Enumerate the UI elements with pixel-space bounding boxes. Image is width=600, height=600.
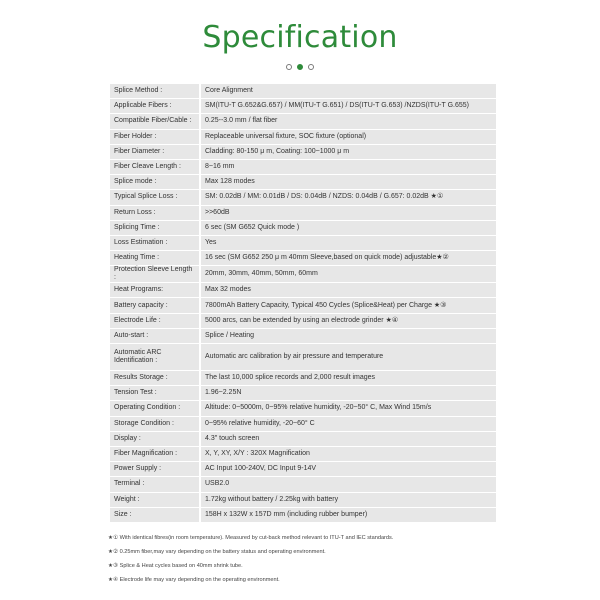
footnote: ★④ Electrode life may vary depending on the operating environment. bbox=[108, 577, 280, 583]
spec-label: Compatible Fiber/Cable : bbox=[110, 114, 201, 128]
spec-row bbox=[110, 114, 496, 128]
spec-value: USB2.0 bbox=[201, 477, 496, 491]
spec-label: Loss Estimation : bbox=[110, 236, 201, 250]
spec-row bbox=[110, 130, 496, 144]
spec-value: Automatic arc calibration by air pressure and temperature bbox=[201, 344, 496, 370]
spec-value: AC Input 100-240V, DC Input 9-14V bbox=[201, 462, 496, 476]
spec-row bbox=[110, 145, 496, 159]
spec-row bbox=[110, 298, 496, 312]
spec-value: Yes bbox=[201, 236, 496, 250]
spec-label: Tension Test : bbox=[110, 386, 201, 400]
spec-label: Typical Splice Loss : bbox=[110, 190, 201, 204]
footnote: ★① With identical fibres(in room temperature). Measured by cut-back method relevant to ITU-T and IEC standards. bbox=[108, 535, 394, 541]
spec-row bbox=[110, 386, 496, 400]
spec-row bbox=[110, 314, 496, 328]
footnote: ★③ Splice & Heat cycles based on 40mm shrink tube. bbox=[108, 563, 243, 569]
spec-row bbox=[110, 266, 496, 282]
spec-value: 1.96~2.25N bbox=[201, 386, 496, 400]
spec-value: Splice / Heating bbox=[201, 329, 496, 343]
spec-label: Terminal : bbox=[110, 477, 201, 491]
spec-row bbox=[110, 477, 496, 491]
spec-label: Power Supply : bbox=[110, 462, 201, 476]
spec-value: 8~16 mm bbox=[201, 160, 496, 174]
spec-table bbox=[110, 83, 496, 523]
spec-value: SM(ITU-T G.652&G.657) / MM(ITU-T G.651) / DS(ITU-T G.653) /NZDS(ITU-T G.655) bbox=[201, 99, 496, 113]
spec-value: Core Alignment bbox=[201, 84, 496, 98]
spec-label: Splice Method : bbox=[110, 84, 201, 98]
spec-label: Electrode Life : bbox=[110, 314, 201, 328]
spec-label: Protection Sleeve Length : bbox=[110, 266, 201, 282]
spec-row bbox=[110, 344, 496, 370]
spec-value: X, Y, XY, X/Y : 320X Magnification bbox=[201, 447, 496, 461]
spec-value: 16 sec (SM G652 250 μ m 40mm Sleeve,based on quick mode) adjustable★② bbox=[201, 251, 496, 265]
spec-row bbox=[110, 371, 496, 385]
spec-row bbox=[110, 493, 496, 507]
spec-row bbox=[110, 401, 496, 415]
spec-row bbox=[110, 462, 496, 476]
spec-label: Applicable Fibers : bbox=[110, 99, 201, 113]
spec-label: Display : bbox=[110, 432, 201, 446]
spec-value: SM: 0.02dB / MM: 0.01dB / DS: 0.04dB / NZDS: 0.04dB / G.657: 0.02dB ★① bbox=[201, 190, 496, 204]
spec-row bbox=[110, 84, 496, 98]
carousel-dot[interactable] bbox=[308, 64, 314, 70]
spec-label: Results Storage : bbox=[110, 371, 201, 385]
spec-value: 7800mAh Battery Capacity, Typical 450 Cycles (Splice&Heat) per Charge ★③ bbox=[201, 298, 496, 312]
spec-label: Operating Condition : bbox=[110, 401, 201, 415]
spec-label: Size : bbox=[110, 508, 201, 522]
spec-row bbox=[110, 175, 496, 189]
spec-row bbox=[110, 221, 496, 235]
spec-label: Splice mode : bbox=[110, 175, 201, 189]
spec-row bbox=[110, 329, 496, 343]
spec-value: Max 128 modes bbox=[201, 175, 496, 189]
carousel-indicator bbox=[0, 64, 600, 70]
spec-label: Fiber Diameter : bbox=[110, 145, 201, 159]
spec-row bbox=[110, 447, 496, 461]
spec-value: The last 10,000 splice records and 2,000 result images bbox=[201, 371, 496, 385]
spec-row bbox=[110, 206, 496, 220]
spec-value: 158H x 132W x 157D mm (including rubber bumper) bbox=[201, 508, 496, 522]
spec-value: 0.25--3.0 mm / flat fiber bbox=[201, 114, 496, 128]
spec-value: 5000 arcs, can be extended by using an electrode grinder ★④ bbox=[201, 314, 496, 328]
page-title: Specification bbox=[202, 20, 398, 55]
footnote: ★② 0.25mm fiber,may vary depending on the battery status and operating environment. bbox=[108, 549, 326, 555]
spec-value: Cladding: 80-150 μ m, Coating: 100~1000 μ m bbox=[201, 145, 496, 159]
spec-value: Replaceable universal fixture, SOC fixture (optional) bbox=[201, 130, 496, 144]
spec-value: 0~95% relative humidity, -20~60° C bbox=[201, 417, 496, 431]
spec-label: Fiber Magnification : bbox=[110, 447, 201, 461]
spec-label: Fiber Holder : bbox=[110, 130, 201, 144]
spec-row bbox=[110, 236, 496, 250]
spec-label: Automatic ARC Identification : bbox=[110, 344, 201, 370]
spec-row bbox=[110, 417, 496, 431]
spec-value: 20mm, 30mm, 40mm, 50mm, 60mm bbox=[201, 266, 496, 282]
spec-label: Splicing Time : bbox=[110, 221, 201, 235]
spec-value: 6 sec (SM G652 Quick mode ) bbox=[201, 221, 496, 235]
spec-row bbox=[110, 508, 496, 522]
spec-label: Weight : bbox=[110, 493, 201, 507]
carousel-dot[interactable] bbox=[286, 64, 292, 70]
spec-label: Auto-start : bbox=[110, 329, 201, 343]
spec-row bbox=[110, 251, 496, 265]
carousel-dot-active[interactable] bbox=[297, 64, 303, 70]
spec-label: Storage Condition : bbox=[110, 417, 201, 431]
spec-value: Max 32 modes bbox=[201, 283, 496, 297]
spec-label: Return Loss : bbox=[110, 206, 201, 220]
spec-value: >>60dB bbox=[201, 206, 496, 220]
spec-value: 4.3″ touch screen bbox=[201, 432, 496, 446]
spec-label: Heating Time : bbox=[110, 251, 201, 265]
spec-row bbox=[110, 190, 496, 204]
footnotes bbox=[108, 534, 548, 590]
spec-value: 1.72kg without battery / 2.25kg with battery bbox=[201, 493, 496, 507]
spec-label: Battery capacity : bbox=[110, 298, 201, 312]
spec-row bbox=[110, 160, 496, 174]
spec-row bbox=[110, 99, 496, 113]
spec-row bbox=[110, 432, 496, 446]
spec-row bbox=[110, 283, 496, 297]
spec-label: Heat Programs: bbox=[110, 283, 201, 297]
spec-label: Fiber Cleave Length : bbox=[110, 160, 201, 174]
spec-value: Altitude: 0~5000m, 0~95% relative humidity, -20~50° C, Max Wind 15m/s bbox=[201, 401, 496, 415]
